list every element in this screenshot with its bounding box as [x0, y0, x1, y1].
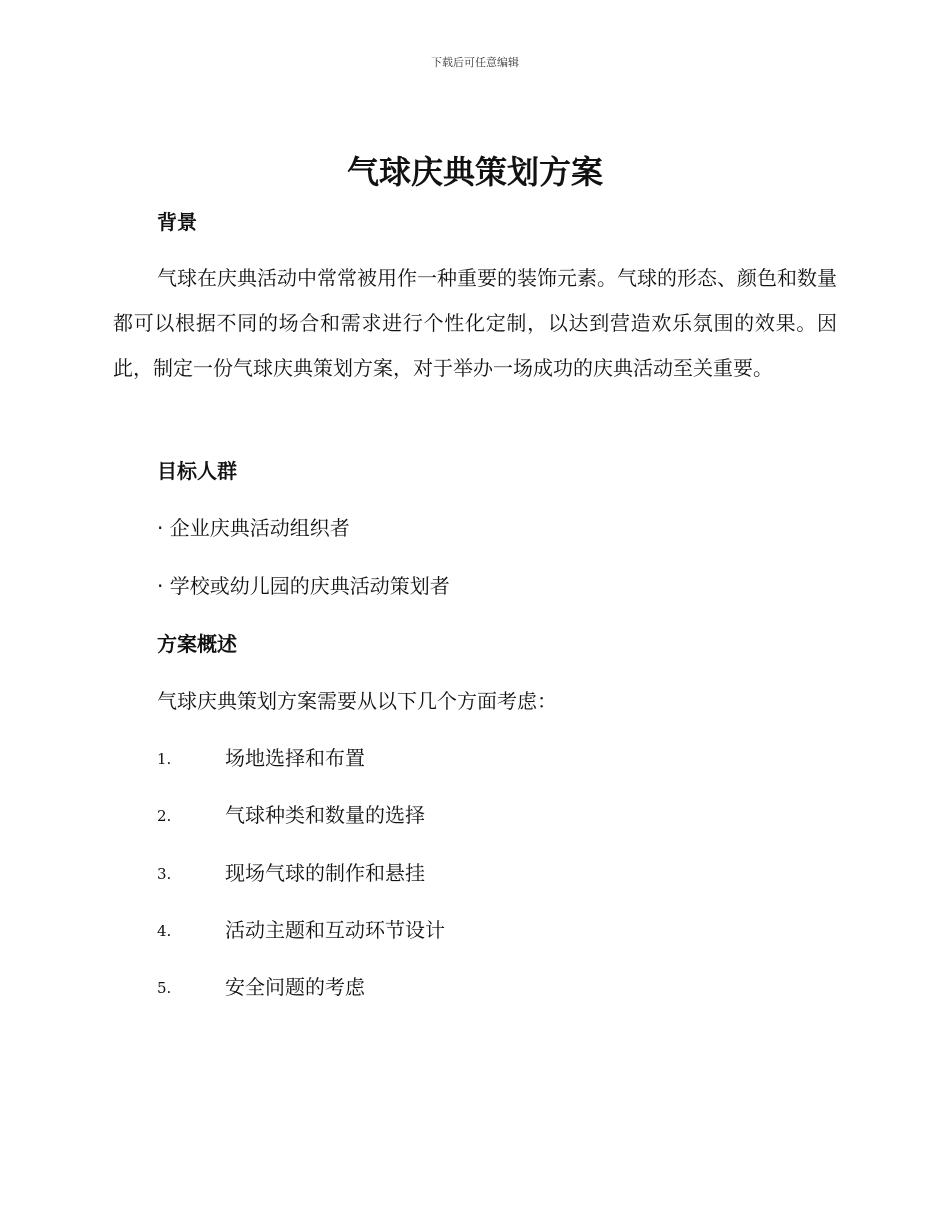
header-note: 下载后可任意编辑: [431, 56, 519, 69]
list-item-text: 场地选择和布置: [225, 746, 365, 770]
list-item-number: 5.: [157, 979, 172, 997]
list-item-text: 现场气球的制作和悬挂: [225, 861, 425, 885]
audience-item: · 企业庆典活动组织者: [157, 516, 350, 540]
list-item-text: 气球种类和数量的选择: [225, 803, 425, 827]
background-paragraph: 气球在庆典活动中常常被用作一种重要的装饰元素。气球的形态、颜色和数量都可以根据不同的场合和需求进行个性化定制，以达到营造欢乐氛围的效果。因此，制定一份气球庆典策划方案，对于举办一场成功的庆典活动至关重要。: [113, 266, 837, 380]
list-item-text: 活动主题和互动环节设计: [225, 918, 445, 942]
heading-target-audience: 目标人群: [157, 459, 237, 483]
audience-item: · 学校或幼儿园的庆典活动策划者: [157, 574, 450, 598]
list-item-number: 3.: [157, 865, 172, 883]
overview-intro: 气球庆典策划方案需要从以下几个方面考虑：: [157, 689, 557, 713]
list-item-text: 安全问题的考虑: [225, 975, 365, 999]
document-title: 气球庆典策划方案: [346, 153, 603, 191]
heading-plan-overview: 方案概述: [157, 632, 237, 656]
heading-background: 背景: [157, 210, 197, 234]
list-item-number: 4.: [157, 922, 172, 940]
list-item-number: 2.: [157, 807, 172, 825]
list-item-number: 1.: [157, 750, 172, 768]
